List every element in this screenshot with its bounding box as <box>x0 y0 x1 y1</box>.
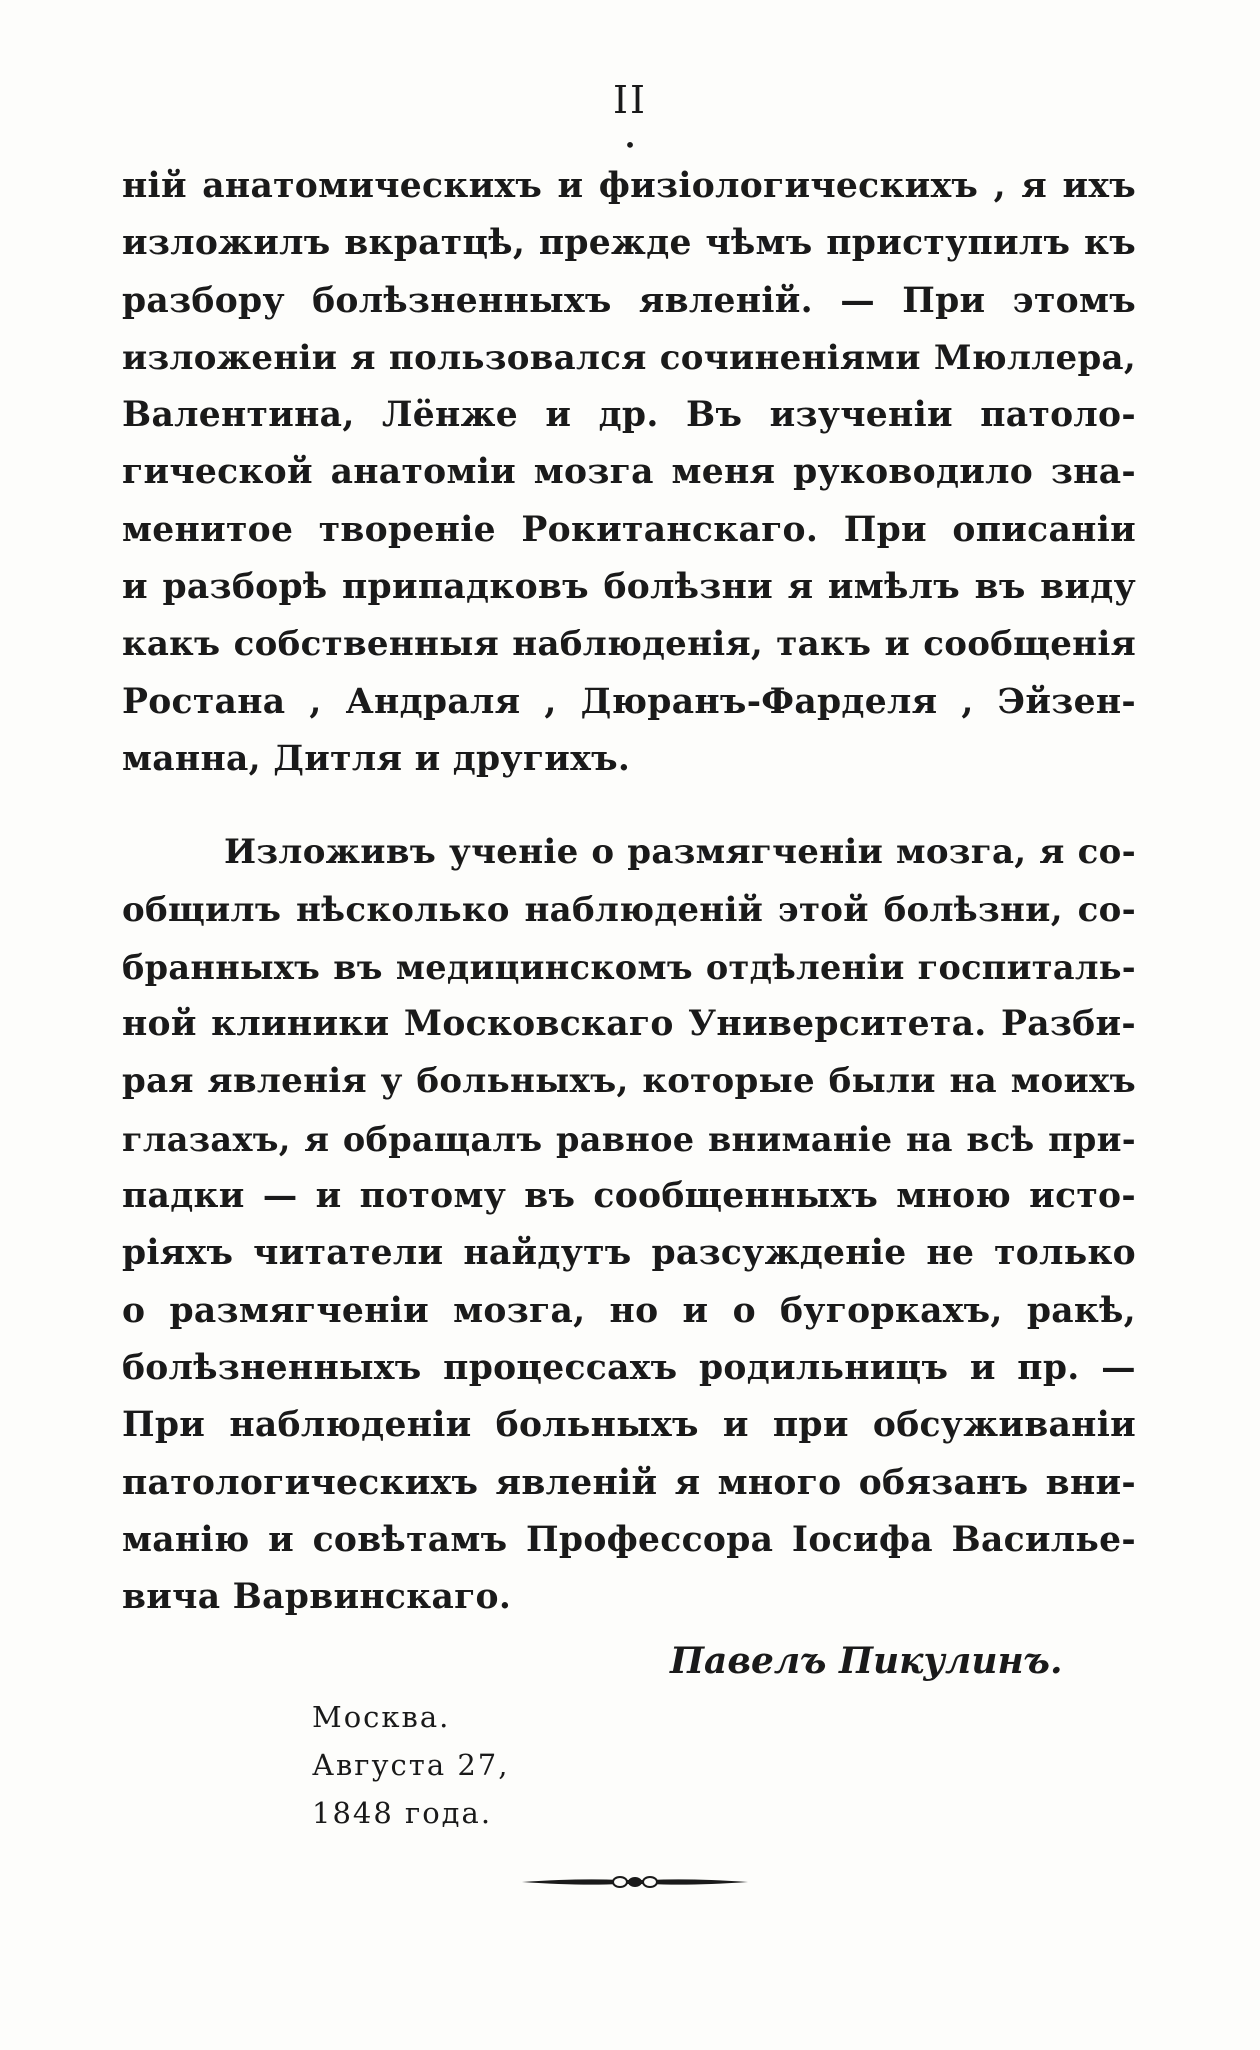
text-line: изложеніи я пользовался сочиненіями Мюллера, <box>122 337 1136 378</box>
text-line: какъ собственныя наблюденія, такъ и сообщенія <box>122 624 1136 665</box>
text-line: При наблюденіи больныхъ и при обсуживаніи <box>122 1405 1136 1446</box>
ornament-divider <box>520 1872 750 1892</box>
text-line: Ростана , Андраля , Дюранъ-Фарделя , Эйзен- <box>122 681 1136 722</box>
page-dot: • <box>624 133 636 157</box>
text-line: ной клиники Московскаго Университета. Разби- <box>122 1004 1136 1045</box>
text-line: и разборѣ припадковъ болѣзни я имѣлъ въ виду <box>122 567 1136 608</box>
text-line: разбору болѣзненныхъ явленій. — При этомъ <box>122 280 1136 321</box>
paragraph-1 <box>122 158 1136 788</box>
text-line: болѣзненныхъ процессахъ родильницъ и пр. — <box>122 1347 1136 1388</box>
text-line: Изложивъ ученіе о размягченіи мозга, я со- <box>224 832 1136 873</box>
place: Москва. <box>312 1700 451 1734</box>
text-line: манію и совѣтамъ Профессора Іосифа Василье- <box>122 1519 1136 1560</box>
year: 1848 года. <box>312 1796 493 1830</box>
date: Августа 27, <box>312 1748 510 1782</box>
text-line: манна, Дитля и другихъ. <box>122 738 631 779</box>
place-date <box>312 1693 509 1837</box>
text-line: менитое твореніе Рокитанскаго. При описаніи <box>122 509 1136 550</box>
text-line: общилъ нѣсколько наблюденій этой болѣзни, со- <box>122 889 1136 930</box>
text-line: гической анатоміи мозга меня руководило зна- <box>122 452 1136 493</box>
text-line: изложилъ вкратцѣ, прежде чѣмъ приступилъ къ <box>122 223 1136 264</box>
text-line: вича Варвинскаго. <box>122 1577 512 1618</box>
text-line: глазахъ, я обращалъ равное вниманіе на всѣ при- <box>122 1119 1136 1159</box>
text-line: о размягченіи мозга, но и о бугоркахъ, ракѣ, <box>122 1290 1136 1331</box>
text-line: ній анатомическихъ и физіологическихъ , я ихъ <box>122 166 1136 206</box>
text-line: рая явленія у больныхъ, которые были на моихъ <box>122 1061 1136 1102</box>
text-line: патологическихъ явленій я много обязанъ вни- <box>122 1462 1136 1503</box>
text-line: ріяхъ читатели найдутъ разсужденіе не только <box>122 1233 1136 1274</box>
page-number: II <box>612 78 648 122</box>
paragraph-2 <box>122 824 1136 1626</box>
text-line: падки — и потому въ сообщенныхъ мною исто- <box>122 1176 1136 1217</box>
author-signature: Павелъ Пикулинъ. <box>670 1640 1063 1682</box>
body-text <box>122 158 1136 1626</box>
text-line: Валентина, Лёнже и др. Въ изученіи патоло- <box>122 395 1136 436</box>
text-line: бранныхъ въ медицинскомъ отдѣленіи госпиталь- <box>122 947 1136 987</box>
